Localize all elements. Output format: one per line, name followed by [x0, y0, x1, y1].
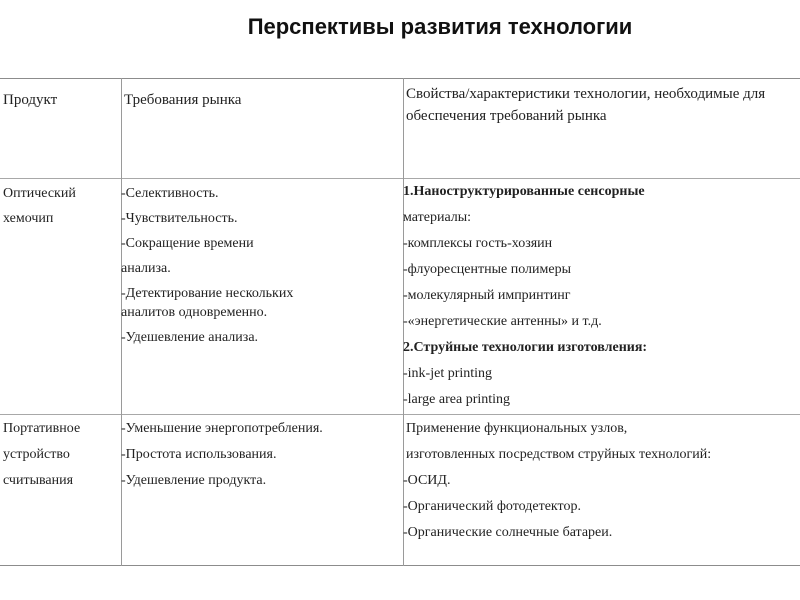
header-technology-properties: Свойства/характеристики технологии, необходимые для обеспечения требований рынка: [406, 86, 766, 124]
row-divider: [0, 414, 800, 415]
row2-product-line: Портативное: [3, 421, 81, 436]
property-line: изготовленных посредством струйных технологий:: [406, 447, 712, 462]
property-item: -молекулярный импринтинг: [403, 288, 571, 303]
property-heading: 1.Наноструктурированные сенсорные: [403, 184, 645, 199]
header-product: Продукт: [3, 92, 58, 108]
requirement-item: -Чувствительность.: [121, 211, 238, 226]
property-heading-cont: материалы:: [403, 210, 472, 225]
row2-product-line: считывания: [3, 473, 74, 488]
row1-product-line: хемочип: [3, 211, 54, 226]
property-item: -Органические солнечные батареи.: [403, 525, 613, 540]
row2-properties: [403, 416, 711, 546]
row1-requirements: [121, 181, 293, 350]
property-item: -large area printing: [403, 392, 511, 407]
property-item: -ОСИД.: [403, 473, 451, 488]
property-item: -ink-jet printing: [403, 366, 493, 381]
requirement-item: -Уменьшение энергопотребления.: [121, 421, 323, 436]
row1-properties: [403, 179, 647, 413]
requirement-item: -Удешевление анализа.: [121, 330, 259, 345]
header-divider: [0, 178, 800, 179]
row1-product-line: Оптический: [3, 186, 76, 201]
requirement-item: -Селективность.: [121, 186, 219, 201]
row1-product: [3, 181, 76, 231]
property-line: Применение функциональных узлов,: [406, 421, 628, 436]
property-heading: 2.Струйные технологии изготовления:: [403, 340, 648, 355]
requirement-item: -Удешевление продукта.: [121, 473, 267, 488]
property-item: -комплексы гость-хозяин: [403, 236, 553, 251]
page-title: Перспективы развития технологии: [247, 14, 633, 39]
table-border-bottom: [0, 565, 800, 566]
requirement-item: анализа.: [121, 261, 171, 276]
row2-product: [3, 416, 80, 494]
table-border-top: [0, 78, 800, 79]
row2-requirements: [121, 416, 323, 494]
requirement-item: аналитов одновременно.: [121, 305, 268, 320]
property-item: -флуоресцентные полимеры: [403, 262, 571, 277]
property-item: -«энергетические антенны» и т.д.: [403, 314, 602, 329]
technology-table: [0, 78, 800, 566]
property-item: -Органический фотодетектор.: [403, 499, 581, 514]
row2-product-line: устройство: [3, 447, 70, 462]
requirement-item: -Сокращение времени: [121, 236, 254, 251]
header-market-requirements: Требования рынка: [124, 92, 242, 108]
requirement-item: -Простота использования.: [121, 447, 277, 462]
requirement-item: -Детектирование нескольких: [121, 286, 294, 301]
